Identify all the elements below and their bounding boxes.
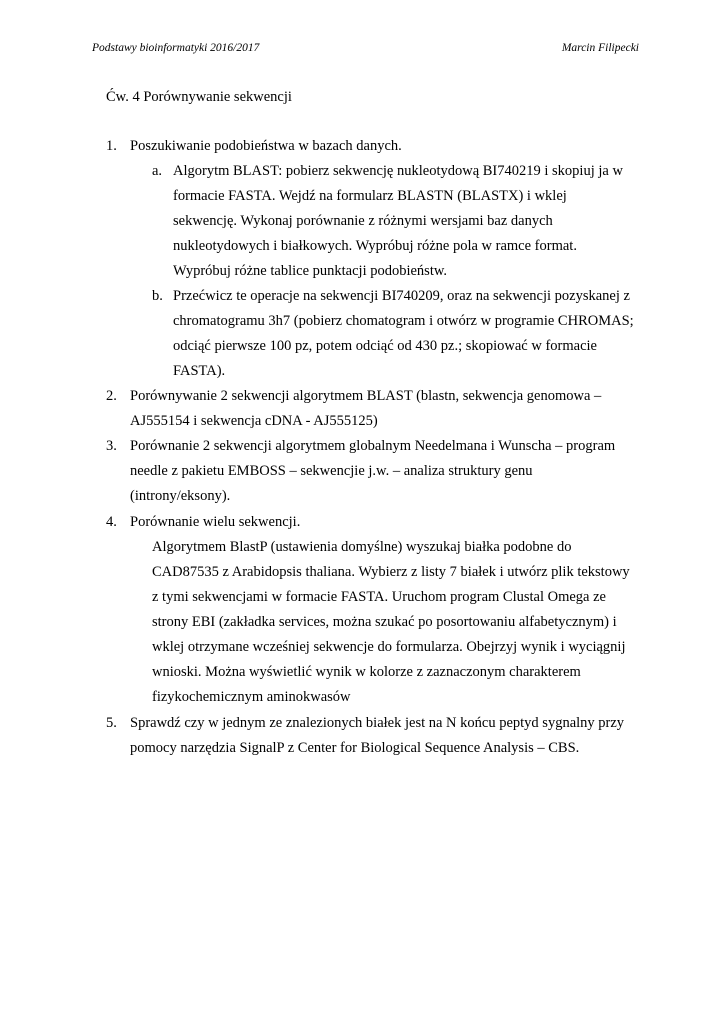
item-line: Porównanie 2 sekwencji algorytmem globalnym Needelmana i Wunscha – program [130, 438, 616, 454]
item-line: pomocy narzędzia SignalP z Center for Biological Sequence Analysis – CBS. [130, 740, 580, 756]
item-line: Porównywanie 2 sekwencji algorytmem BLAST (blastn, sekwencja genomowa – [130, 388, 602, 404]
item-body-line: Algorytmem BlastP (ustawienia domyślne) wyszukaj białka podobne do [152, 539, 572, 555]
item-number: 4. [106, 514, 117, 530]
subitem-line: FASTA). [173, 363, 226, 379]
item-line: Poszukiwanie podobieństwa w bazach danych. [130, 138, 402, 154]
subitem-line: sekwencję. Wykonaj porównanie z różnymi wersjami baz danych [173, 213, 553, 229]
item-line: AJ555154 i sekwencja cDNA - AJ555125) [130, 413, 378, 429]
item-body-line: wklej otrzymane wcześniej sekwencje do formularza. Obejrzyj wynik i wyciągnij [152, 639, 626, 655]
page-header-left: Podstawy bioinformatyki 2016/2017 [92, 42, 260, 54]
item-line: needle z pakietu EMBOSS – sekwencjie j.w. – analiza struktury genu [130, 463, 533, 479]
item-body-line: fizykochemicznym aminokwasów [152, 689, 351, 705]
subitem-letter: b. [152, 288, 163, 304]
item-number: 3. [106, 438, 117, 454]
item-body-line: strony EBI (zakładka services, można szukać po posortowaniu alfabetycznym) i [152, 614, 617, 630]
item-body-line: CAD87535 z Arabidopsis thaliana. Wybierz z listy 7 białek i utwórz plik tekstowy [152, 564, 630, 580]
item-body-line: z tymi sekwencjami w formacie FASTA. Uruchom program Clustal Omega ze [152, 589, 606, 605]
item-number: 2. [106, 388, 117, 404]
subitem-line: Przećwicz te operacje na sekwencji BI740209, oraz na sekwencji pozyskanej z [173, 288, 630, 304]
page-title: Ćw. 4 Porównywanie sekwencji [106, 89, 292, 105]
item-line: Sprawdź czy w jednym ze znalezionych białek jest na N końcu peptyd sygnalny przy [130, 715, 625, 731]
item-line: Porównanie wielu sekwencji. [130, 514, 301, 530]
page-header-right: Marcin Filipecki [561, 42, 639, 54]
item-line: (introny/eksony). [130, 488, 231, 504]
subitem-line: nukleotydowych i białkowych. Wypróbuj różne pola w ramce format. [173, 238, 577, 254]
item-body-line: wnioski. Można wyświetlić wynik w kolorze z zaznaczonym charakterem [152, 664, 581, 680]
subitem-line: Algorytm BLAST: pobierz sekwencję nukleotydową BI740219 i skopiuj ja w [173, 163, 623, 179]
item-number: 1. [106, 138, 117, 154]
subitem-line: formacie FASTA. Wejdź na formularz BLASTN (BLASTX) i wklej [173, 188, 567, 204]
item-number: 5. [106, 715, 117, 731]
subitem-line: chromatogramu 3h7 (pobierz chomatogram i otwórz w programie CHROMAS; [173, 313, 634, 329]
subitem-line: odciąć pierwsze 100 pz, potem odciąć od 430 pz.; skopiować w formacie [173, 338, 597, 354]
subitem-letter: a. [152, 163, 163, 179]
subitem-line: Wypróbuj różne tablice punktacji podobieństw. [173, 263, 448, 279]
